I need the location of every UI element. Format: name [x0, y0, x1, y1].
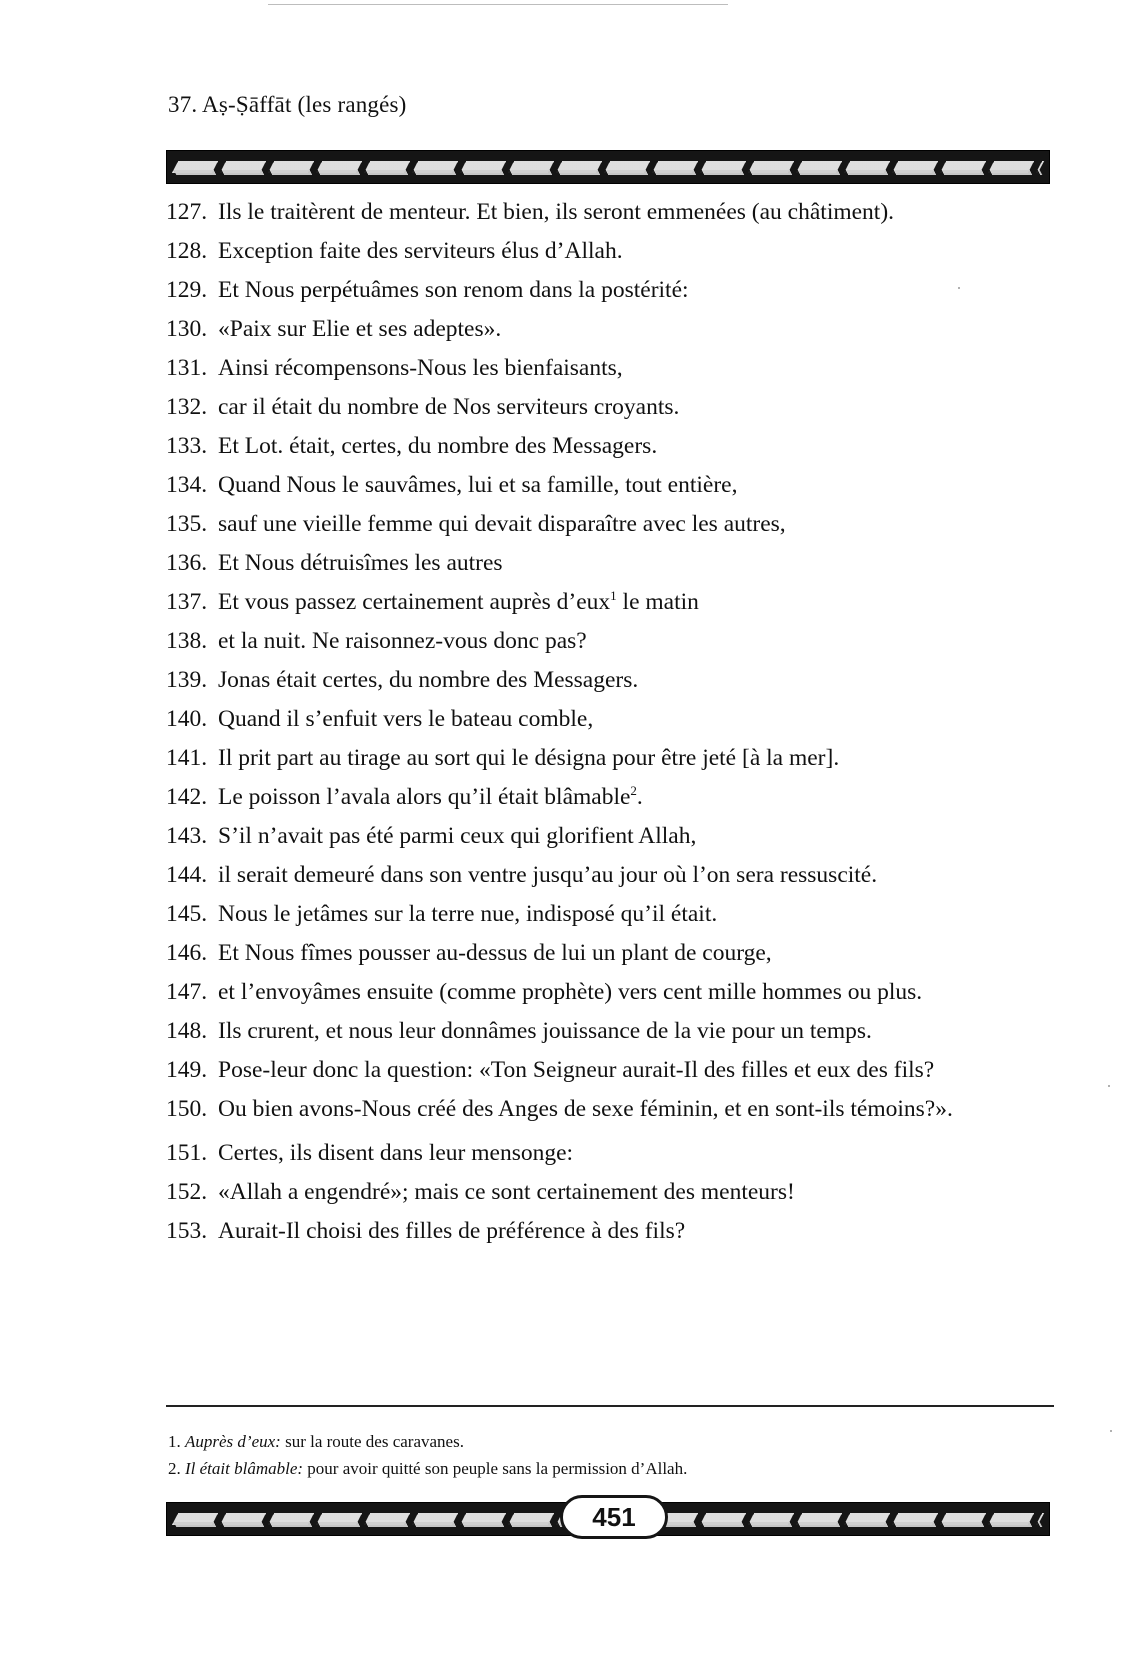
verse-number: 147. — [166, 979, 208, 1005]
verse-text: Aurait-Il choisi des filles de préférence à des fils? — [218, 1218, 686, 1244]
verse-text: Certes, ils disent dans leur mensonge: — [218, 1140, 574, 1166]
verse-text: sauf une vieille femme qui devait disparaître avec les autres, — [218, 511, 786, 537]
verse-number: 128. — [166, 238, 208, 264]
top-rule — [268, 4, 728, 5]
verse — [166, 466, 1054, 505]
verse-number: 134. — [166, 472, 208, 498]
verse-text-part: le matin — [616, 589, 699, 615]
verse-text: Et Nous fîmes pousser au-dessus de lui un plant de courge, — [218, 940, 772, 966]
verse — [166, 934, 1054, 973]
verse-text: Ils le traitèrent de menteur. Et bien, ils seront emmenées (au châtiment). — [218, 199, 895, 225]
verse-number: 142. — [166, 784, 208, 810]
verse — [166, 1134, 1054, 1173]
verse — [166, 232, 1054, 271]
verse-text: Et Lot. était, certes, du nombre des Messagers. — [218, 433, 658, 459]
surah-title: 37. Aṣ-Ṣāffāt (les rangés) — [168, 92, 407, 117]
verse-text: Jonas était certes, du nombre des Messagers. — [218, 667, 639, 693]
verse-number: 138. — [166, 628, 208, 654]
footnote-term: Auprès d’eux: — [185, 1432, 281, 1451]
verse — [166, 349, 1054, 388]
verse-text: Quand il s’enfuit vers le bateau comble, — [218, 706, 594, 732]
verse-text: Nous le jetâmes sur la terre nue, indisposé qu’il était. — [218, 901, 718, 927]
verse-number: 136. — [166, 550, 208, 576]
verse — [166, 739, 1054, 778]
verse-text: Et Nous détruisîmes les autres — [218, 550, 503, 576]
verse-number: 133. — [166, 433, 208, 459]
verse-number: 141. — [166, 745, 208, 771]
verse-number: 145. — [166, 901, 208, 927]
verse-number: 130. — [166, 316, 208, 342]
verse-number: 127. — [166, 199, 208, 225]
ornament-band-top — [166, 150, 1050, 184]
verse-number: 146. — [166, 940, 208, 966]
footnote — [168, 1455, 1054, 1482]
verse — [166, 1212, 1054, 1251]
verse-number: 132. — [166, 394, 208, 420]
verse-text: «Paix sur Elie et ses adeptes». — [218, 316, 502, 342]
footnote-ref: 1 — [610, 588, 617, 604]
footnote-text: pour avoir quitté son peuple sans la permission d’Allah. — [303, 1459, 688, 1478]
verse — [166, 817, 1054, 856]
footnote-term: Il était blâmable: — [185, 1459, 304, 1478]
verse-text-part: . — [636, 784, 643, 810]
verse-number: 140. — [166, 706, 208, 732]
verse — [166, 1056, 1054, 1084]
verse-text: Quand Nous le sauvâmes, lui et sa famille, tout entière, — [218, 472, 738, 498]
verse-text: Ainsi récompensons-Nous les bienfaisants, — [218, 355, 623, 381]
verse-text: Ils crurent, et nous leur donnâmes jouissance de la vie pour un temps. — [218, 1018, 872, 1044]
verse-number: 148. — [166, 1018, 208, 1044]
verse — [166, 1173, 1054, 1212]
page-header — [168, 92, 407, 118]
footnote-divider — [166, 1405, 1054, 1407]
verse-number: 139. — [166, 667, 208, 693]
ornament-pattern — [174, 170, 1043, 175]
verse — [166, 622, 1054, 661]
verse — [166, 388, 1054, 427]
verse — [166, 505, 1054, 544]
scan-speck — [958, 287, 960, 289]
verse-text: S’il n’avait pas été parmi ceux qui glorifient Allah, — [218, 823, 697, 849]
verse-number: 135. — [166, 511, 208, 537]
verse-number: 152. — [166, 1179, 208, 1205]
footnote — [168, 1428, 1054, 1455]
verse-text: car il était du nombre de Nos serviteurs croyants. — [218, 394, 680, 420]
verse — [166, 778, 1054, 817]
verse-text: Et Nous perpétuâmes son renom dans la postérité: — [218, 277, 689, 303]
footnote-text: sur la route des caravanes. — [280, 1432, 464, 1451]
footnote-ref: 2 — [630, 783, 637, 799]
verse — [166, 1095, 1054, 1123]
verse-text: Exception faite des serviteurs élus d’Allah. — [218, 238, 623, 264]
scan-speck — [1108, 1085, 1110, 1087]
verse-number: 149. — [166, 1057, 208, 1083]
verse-text: et la nuit. Ne raisonnez-vous donc pas? — [218, 628, 587, 654]
footnotes — [168, 1428, 1054, 1482]
verse — [166, 700, 1054, 739]
footnote-number: 1. — [168, 1432, 181, 1451]
verse-number: 137. — [166, 589, 208, 615]
verse-number: 150. — [166, 1096, 208, 1122]
page-number: 451 — [560, 1495, 668, 1539]
verse-text: «Allah a engendré»; mais ce sont certainement des menteurs! — [218, 1179, 795, 1205]
verse — [166, 544, 1054, 583]
verse-text — [218, 778, 1054, 817]
verse — [166, 427, 1054, 466]
verse-number: 153. — [166, 1218, 208, 1244]
verse-text: Il prit part au tirage au sort qui le désigna pour être jeté [à la mer]. — [218, 745, 840, 771]
verse-text: il serait demeuré dans son ventre jusqu’au jour où l’on sera ressuscité. — [218, 862, 878, 888]
verse — [166, 583, 1054, 622]
verse — [166, 271, 1054, 310]
verse-text-part: Le poisson l’avala alors qu’il était blâmable — [218, 784, 631, 810]
verse-text: Ou bien avons-Nous créé des Anges de sexe féminin, et en sont-ils témoins?». — [218, 1096, 953, 1122]
verse — [166, 193, 1054, 232]
verse — [166, 973, 1054, 1012]
verse-text: et l’envoyâmes ensuite (comme prophète) vers cent mille hommes ou plus. — [218, 979, 923, 1005]
verse-text — [218, 583, 1054, 622]
verse — [166, 1012, 1054, 1051]
footnote-number: 2. — [168, 1459, 181, 1478]
verse — [166, 310, 1054, 349]
verse-number: 129. — [166, 277, 208, 303]
verse — [166, 856, 1054, 895]
verse-text: Pose-leur donc la question: «Ton Seigneur aurait-Il des filles et eux des fils? — [218, 1057, 935, 1083]
verse-number: 131. — [166, 355, 208, 381]
verse-number: 151. — [166, 1140, 208, 1166]
verse-text-part: Et vous passez certainement auprès d’eux — [218, 589, 611, 615]
verse — [166, 895, 1054, 934]
scan-speck — [1110, 1430, 1112, 1432]
verse-number: 143. — [166, 823, 208, 849]
verse — [166, 661, 1054, 700]
verse-number: 144. — [166, 862, 208, 888]
verse-list — [166, 193, 1054, 1251]
